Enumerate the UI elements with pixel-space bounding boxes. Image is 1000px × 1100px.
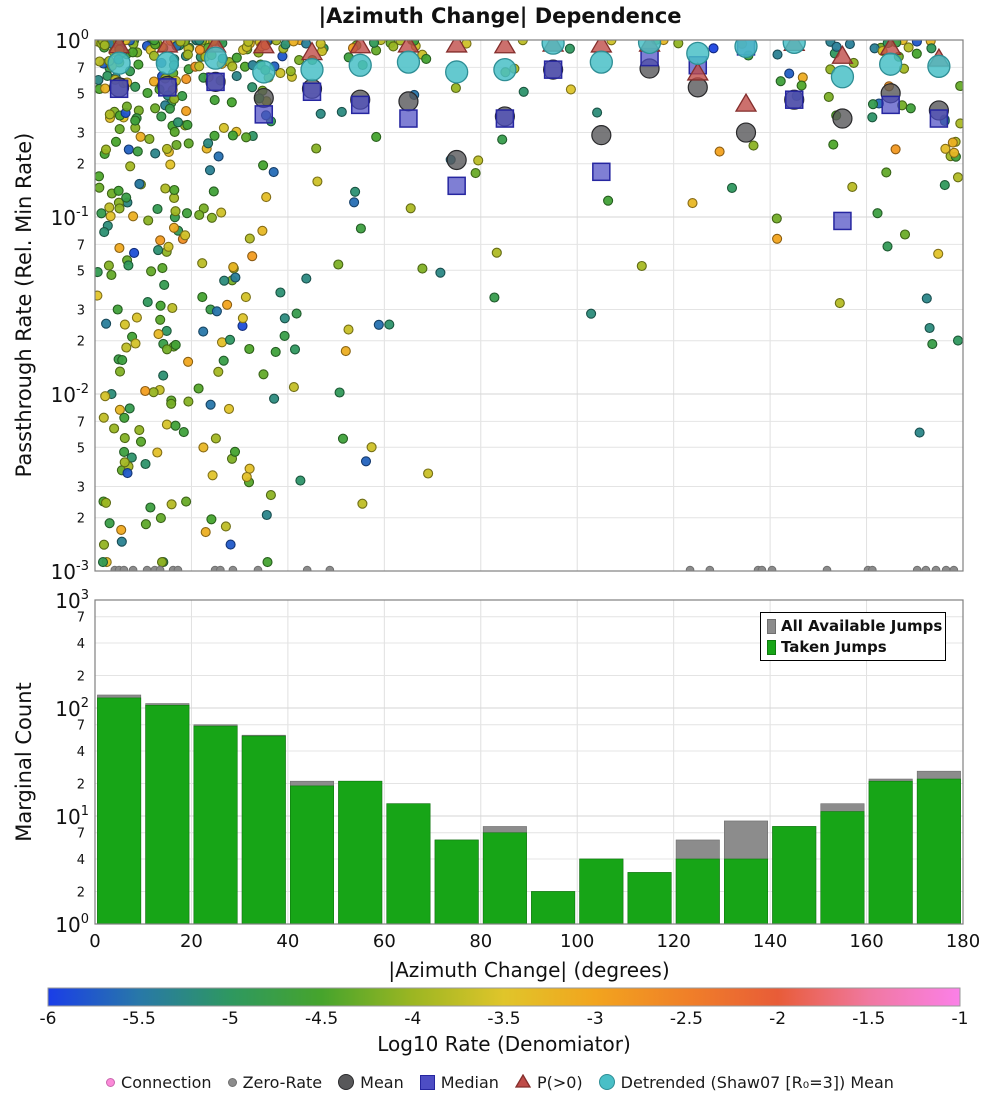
legend-label: Zero-Rate [242, 1072, 323, 1092]
svg-text:180: 180 [945, 931, 981, 952]
legend-label: Mean [360, 1072, 404, 1092]
colorbar [40, 988, 969, 1029]
detrended-marker [446, 61, 468, 83]
detrended-marker [542, 32, 564, 54]
marker-legend [0, 1066, 1000, 1098]
svg-text:3: 3 [76, 303, 85, 319]
histogram-bars [97, 695, 960, 924]
median-marker [207, 73, 224, 90]
detrended-marker [639, 31, 661, 53]
svg-text:4: 4 [76, 744, 85, 760]
colorbar-label: Log10 Rate (Denomiator) [377, 1032, 631, 1056]
all-jumps-swatch-icon [767, 619, 776, 634]
median-marker [111, 80, 128, 97]
bar-taken [97, 698, 140, 924]
median-marker [255, 106, 272, 123]
bar-taken [580, 859, 623, 924]
bar-taken [531, 891, 574, 924]
histogram-legend [760, 612, 946, 661]
svg-text:2: 2 [76, 157, 85, 173]
bar-taken [773, 826, 816, 924]
legend-item-all-available-jumps [767, 617, 943, 635]
median-marker [159, 79, 176, 96]
detrended-marker [590, 51, 612, 73]
x-axis-label: |Azimuth Change| (degrees) [388, 958, 670, 982]
mean-marker [399, 92, 418, 111]
detrended-marker [156, 52, 178, 74]
svg-text:100: $10^0$ [55, 912, 89, 937]
detrended-marker [735, 35, 757, 57]
svg-text:-2.5: -2.5 [669, 1009, 703, 1029]
svg-text:7: 7 [76, 718, 85, 734]
svg-text:5: 5 [76, 87, 85, 103]
svg-text:60: 60 [372, 931, 396, 952]
svg-text:160: 160 [849, 931, 884, 952]
svg-text:0: 0 [89, 931, 101, 952]
svg-text:-3.5: -3.5 [487, 1009, 521, 1029]
legend-label: P(>0) [536, 1072, 583, 1092]
svg-text:-5.5: -5.5 [122, 1009, 156, 1029]
median-square-icon [420, 1075, 435, 1090]
svg-text:3: 3 [76, 126, 85, 142]
svg-text:5: 5 [76, 264, 85, 280]
detrended-marker [301, 59, 323, 81]
histogram-ylabel: Marginal Count [12, 682, 36, 842]
median-marker [304, 83, 321, 100]
zero-rate-points [111, 566, 958, 574]
detrended-marker [349, 54, 371, 76]
bar-taken [194, 726, 237, 924]
svg-text:2: 2 [76, 777, 85, 793]
svg-text:2: 2 [76, 511, 85, 527]
detrended-marker [831, 66, 853, 88]
bar-taken [483, 833, 526, 924]
svg-text:120: 120 [656, 931, 691, 952]
mean-marker [737, 123, 756, 142]
detrended-marker [928, 55, 950, 77]
svg-text:2: 2 [76, 334, 85, 350]
detrended-marker [108, 52, 130, 74]
svg-text:140: 140 [752, 931, 788, 952]
median-marker [786, 91, 803, 108]
svg-text:40: 40 [276, 931, 300, 952]
svg-text:10-1: $10^{-1}$ [50, 205, 89, 230]
median-marker [593, 163, 610, 180]
legend-item-detrended-mean [599, 1073, 894, 1092]
svg-text:80: 80 [469, 931, 493, 952]
bar-taken [387, 804, 430, 924]
detrended-marker [880, 53, 902, 75]
mean-marker [688, 78, 707, 97]
bar-taken [676, 859, 719, 924]
svg-text:-1.5: -1.5 [852, 1009, 886, 1029]
legend-label: Connection [121, 1072, 212, 1092]
mean-circle-icon [338, 1074, 354, 1090]
bar-taken [146, 705, 189, 924]
taken-jumps-swatch-icon [767, 640, 776, 655]
svg-text:-4.5: -4.5 [305, 1009, 339, 1029]
x-ticks [89, 931, 980, 952]
svg-text:4: 4 [76, 852, 85, 868]
legend-label: Detrended (Shaw07 [R₀=3]) Mean [620, 1072, 894, 1092]
detrended-marker [397, 51, 419, 73]
page-title: |Azimuth Change| Dependence [318, 4, 682, 28]
svg-text:100: $10^0$ [55, 28, 89, 53]
median-marker [930, 110, 947, 127]
svg-text:-5: -5 [221, 1009, 239, 1029]
legend-item-p-gt-0 [515, 1073, 583, 1092]
svg-text:5: 5 [76, 441, 85, 457]
zero-rate-dot-icon [228, 1078, 237, 1087]
svg-text:102: $10^2$ [55, 696, 89, 721]
median-marker [352, 96, 369, 113]
bar-taken [290, 786, 333, 924]
svg-text:100: 100 [560, 931, 595, 952]
scatter-y-ticks [51, 28, 89, 584]
svg-text:7: 7 [76, 238, 85, 254]
p-gt-0-triangle-icon [515, 1073, 531, 1092]
svg-text:20: 20 [179, 931, 203, 952]
detrended-marker [205, 47, 227, 69]
legend-item-connection [106, 1073, 212, 1092]
mean-marker [447, 150, 466, 169]
svg-text:7: 7 [76, 610, 85, 626]
svg-text:-2: -2 [769, 1009, 787, 1029]
svg-text:3: 3 [76, 480, 85, 496]
median-marker [448, 177, 465, 194]
svg-text:7: 7 [76, 826, 85, 842]
mean-marker [833, 109, 852, 128]
svg-text:2: 2 [76, 669, 85, 685]
svg-text:2: 2 [76, 885, 85, 901]
bar-taken [821, 812, 864, 924]
bar-taken [917, 779, 960, 924]
legend-item-mean [338, 1073, 404, 1092]
median-marker [545, 61, 562, 78]
detrended-marker [253, 61, 275, 83]
median-marker [882, 96, 899, 113]
mean-marker [254, 89, 273, 108]
svg-text:7: 7 [76, 61, 85, 77]
median-marker [496, 110, 513, 127]
svg-text:-4: -4 [404, 1009, 422, 1029]
legend-item-median [420, 1073, 499, 1092]
svg-text:103: $10^3$ [55, 588, 89, 613]
bar-taken [435, 840, 478, 924]
bar-taken [724, 859, 767, 924]
p-gt-0-marker [736, 94, 756, 111]
histogram-y-ticks [55, 588, 89, 937]
bar-taken [242, 736, 285, 924]
detrended-marker [687, 42, 709, 64]
bar-taken [628, 872, 671, 924]
svg-text:101: $10^1$ [55, 804, 89, 829]
bar-taken [339, 781, 382, 924]
legend-label: Median [440, 1072, 499, 1092]
p-gt-0-marker [495, 36, 515, 53]
mean-marker [592, 126, 611, 145]
svg-text:4: 4 [76, 636, 85, 652]
bar-taken [869, 781, 912, 924]
connection-dot-icon [106, 1078, 115, 1087]
svg-text:10-2: $10^{-2}$ [50, 382, 89, 407]
legend-item-taken-jumps [767, 638, 939, 656]
svg-text:10-3: $10^{-3}$ [50, 559, 89, 584]
legend-item-zero-rate [228, 1073, 323, 1092]
legend-label: All Available Jumps [781, 617, 943, 635]
detrended-marker [494, 59, 516, 81]
svg-text:7: 7 [76, 415, 85, 431]
svg-text:-6: -6 [39, 1009, 57, 1029]
median-marker [834, 212, 851, 229]
scatter-ylabel: Passthrough Rate (Rel. Min Rate) [12, 132, 36, 478]
legend-label: Taken Jumps [781, 638, 887, 656]
svg-text:-1: -1 [951, 1009, 969, 1029]
detrended-marker [783, 31, 805, 53]
svg-text:-3: -3 [586, 1009, 604, 1029]
detrended-circle-icon [599, 1074, 615, 1090]
median-marker [400, 110, 417, 127]
